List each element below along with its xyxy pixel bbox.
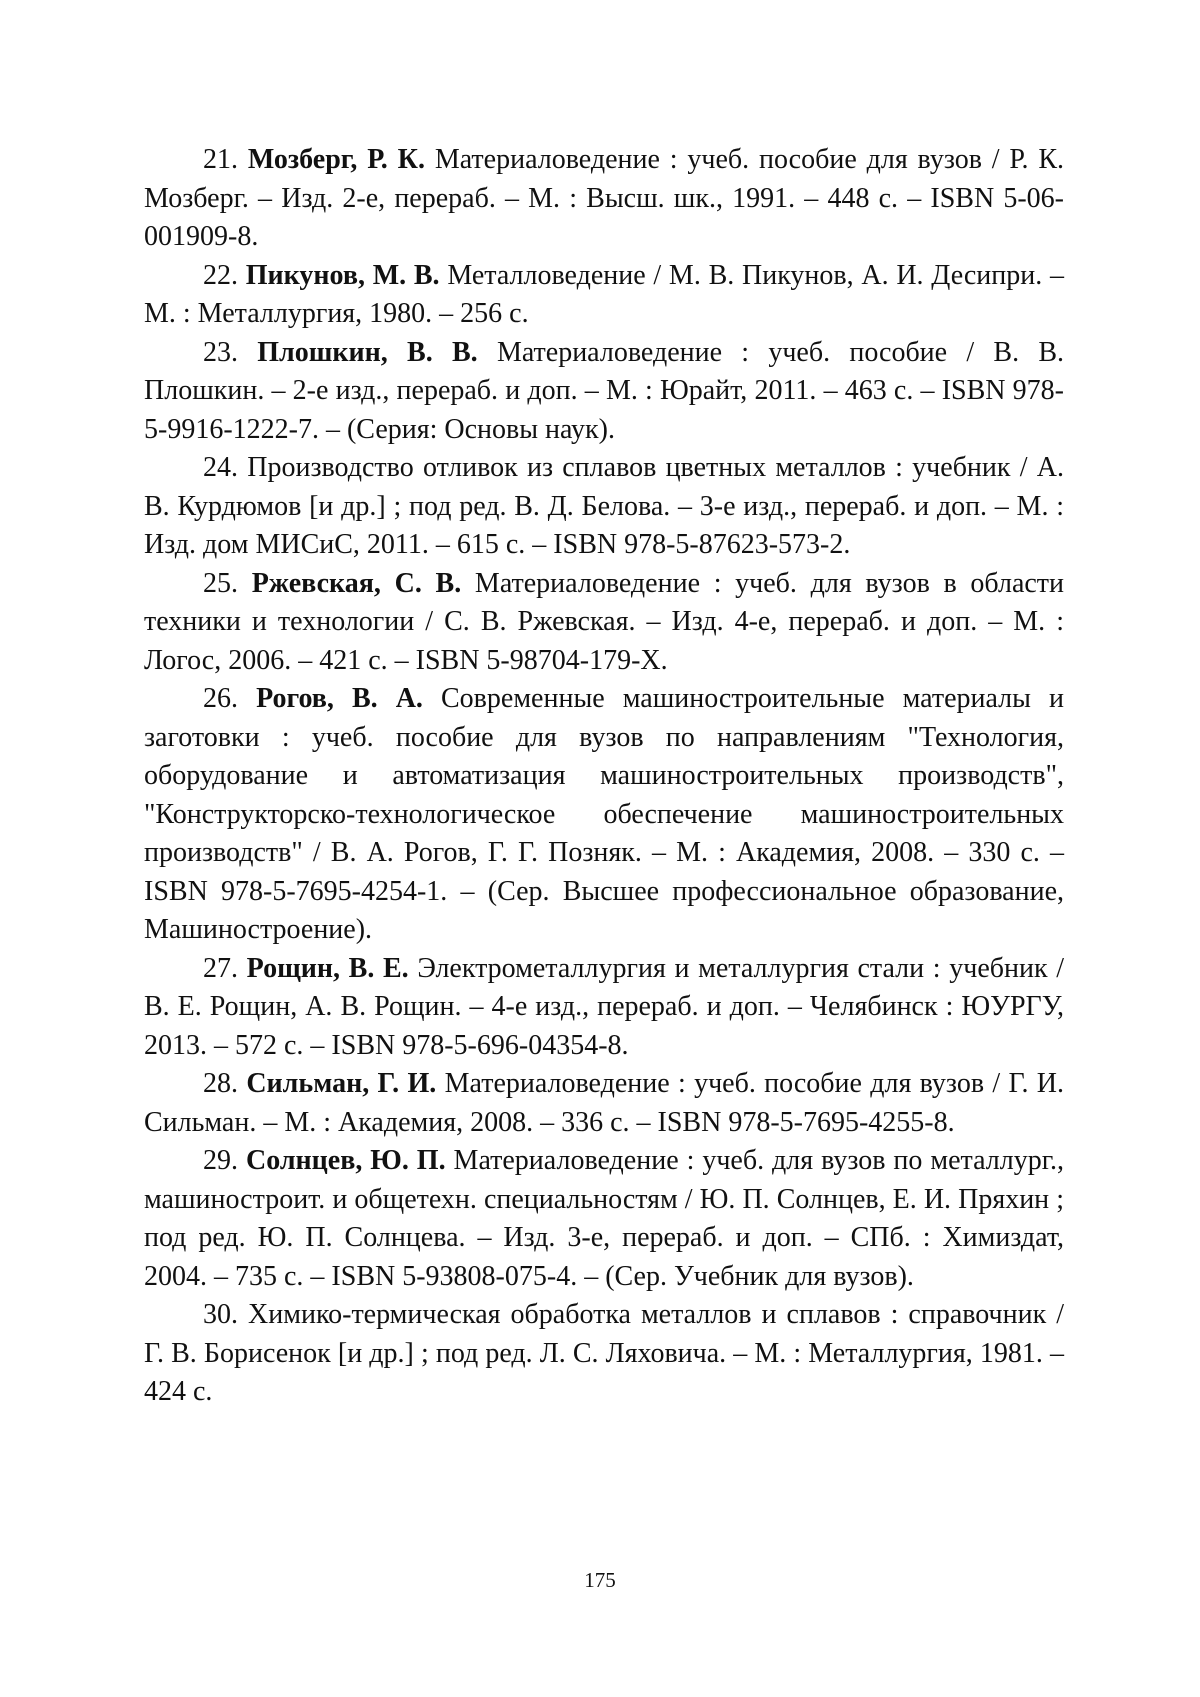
entry-text: Материаловедение : учеб. для вузов в области техники и технологии / С. В. Ржевская. – Изд. 4-е, перераб. и доп. – М. : Логос, 2006. – 421 с. – ISBN 5-98704-179-Х.: [144, 567, 1065, 676]
bibliography-page: [144, 141, 1064, 1412]
bibliography-entry-25: [144, 565, 1064, 681]
entry-number: 24.: [203, 452, 238, 483]
entry-text: Материаловедение : учеб. пособие / В. В. Плошкин. – 2-е изд., перераб. и доп. – М. : Юрайт, 2011. – 463 с. – ISBN 978-5-9916-1222-7. – (Серия: Основы наук).: [144, 336, 1065, 445]
entry-author: Рощин, В. Е.: [246, 952, 409, 984]
entry-text: Современные машиностроительные материалы и заготовки : учеб. пособие для вузов по направлениям "Технология, оборудование и автоматизация машиностроительных производств", "Конструкторско-технологическое обеспечение машиностроительных производств" / В. А. Рогов, Г. Г. Позняк. – М. : Академия, 2008. – 330 с. – ISBN 978-5-7695-4254-1. – (Сер. Высшее профессиональное образование, Машиностроение).: [144, 683, 1064, 945]
entry-number: 25.: [203, 567, 238, 599]
entry-number: 23.: [203, 336, 238, 368]
entry-text: Материаловедение : учеб. пособие для вузов / Р. К. Мозберг. – Изд. 2-е, перераб. – М. : Высш. шк., 1991. – 448 с. – ISBN 5-06-001909-8.: [144, 144, 1065, 252]
entry-number: 28.: [203, 1068, 238, 1099]
entry-number: 30.: [203, 1299, 238, 1330]
entry-author: Рогов, В. А.: [256, 683, 423, 714]
entry-number: 29.: [203, 1145, 238, 1176]
bibliography-entry-30: [144, 1296, 1064, 1412]
bibliography-entry-22: [144, 257, 1064, 334]
entry-author: Солнцев, Ю. П.: [245, 1145, 446, 1176]
bibliography-entry-24: [144, 449, 1064, 565]
entry-author: Сильман, Г. И.: [246, 1068, 437, 1099]
entry-text: Металловедение / М. В. Пикунов, А. И. Десипри. – М. : Металлургия, 1980. – 256 с.: [144, 259, 1064, 329]
entry-text: Материаловедение : учеб. пособие для вузов / Г. И. Сильман. – М. : Академия, 2008. – 336 с. – ISBN 978-5-7695-4255-8.: [144, 1068, 1065, 1138]
entry-number: 27.: [203, 952, 238, 984]
entry-author: Плошкин, В. В.: [257, 336, 478, 368]
bibliography-entry-23: [144, 334, 1064, 450]
entry-author: Мозберг, Р. К.: [247, 144, 425, 175]
entry-number: 22.: [203, 259, 238, 291]
bibliography-entry-29: [144, 1142, 1064, 1296]
bibliography-entry-26: [144, 680, 1064, 950]
entry-text: Производство отливок из сплавов цветных металлов : учебник / А. В. Курдюмов [и др.] ; под ред. В. Д. Белова. – 3-е изд., перераб. и доп. – М. : Изд. дом МИСиС, 2011. – 615 с. – ISBN 978-5-87623-573-2.: [144, 452, 1065, 560]
entry-text: Химико-термическая обработка металлов и сплавов : справочник / Г. В. Борисенок [и др.] ; под ред. Л. С. Ляховича. – М. : Металлургия, 1981. – 424 с.: [144, 1299, 1065, 1407]
entry-author: Пикунов, М. В.: [245, 259, 440, 291]
entry-author: Ржевская, С. В.: [251, 567, 462, 599]
entry-text: Электрометаллургия и металлургия стали : учебник / В. Е. Рощин, А. В. Рощин. – 4-е изд., перераб. и доп. – Челябинск : ЮУРГУ, 2013. – 572 с. – ISBN 978-5-696-04354-8.: [144, 952, 1065, 1061]
page-number: 175: [584, 1568, 616, 1592]
entry-number: 21.: [203, 144, 238, 175]
bibliography-entry-28: [144, 1065, 1064, 1142]
entry-number: 26.: [203, 683, 238, 714]
bibliography-entry-21: [144, 141, 1064, 257]
entry-text: Материаловедение : учеб. для вузов по металлург., машиностроит. и общетехн. специальностям / Ю. П. Солнцев, Е. И. Пряхин ; под ред. Ю. П. Солнцева. – Изд. 3-е, перераб. и доп. – СПб. : Химиздат, 2004. – 735 с. – ISBN 5-93808-075-4. – (Сер. Учебник для вузов).: [144, 1145, 1065, 1292]
bibliography-entry-27: [144, 950, 1064, 1066]
